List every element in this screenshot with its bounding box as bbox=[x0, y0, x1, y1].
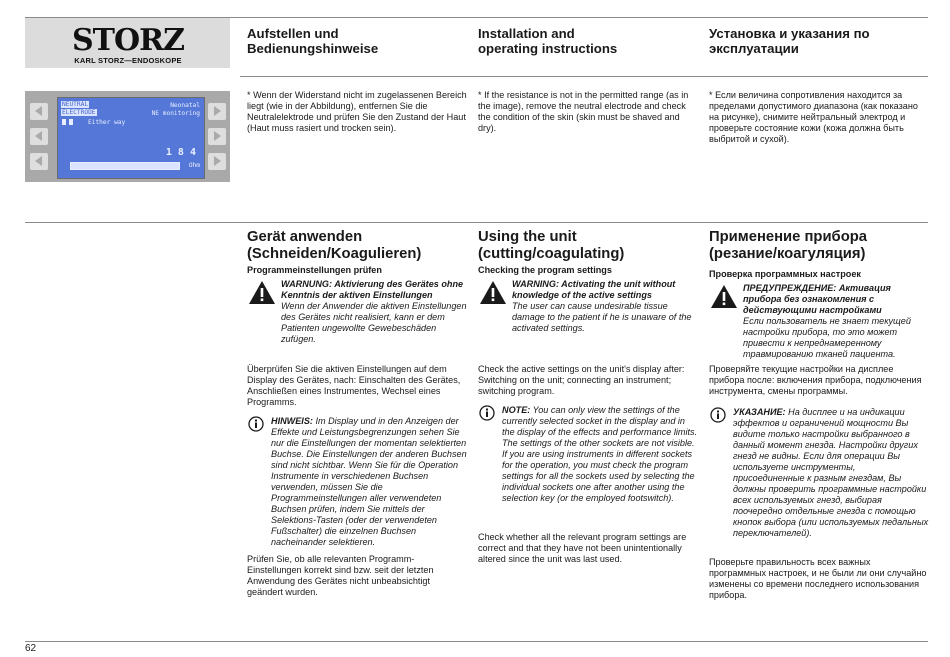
info-circle-icon bbox=[248, 416, 264, 432]
device-screen bbox=[57, 97, 205, 179]
subheading-de: Programmeinstellungen prüfen bbox=[247, 265, 382, 275]
top-text-en: * If the resistance is not in the permitted range (as in the image), remove the neutral electrode and check the condition of the skin (skin must be shaved and dry). bbox=[478, 90, 689, 133]
top-text-de: * Wenn der Widerstand nicht im zugelassenen Bereich liegt (wie in der Abbildung), entfernen Sie die Neutralelektrode und prüfen Sie den Zustand der Haut (Haut muss rasiert und trocken sein). bbox=[247, 90, 467, 133]
device-left-button-2 bbox=[30, 128, 48, 145]
subheading-en: Checking the program settings bbox=[478, 265, 612, 275]
warning-triangle-icon bbox=[711, 285, 737, 308]
warning-block-en bbox=[478, 279, 698, 334]
note-block-ru bbox=[709, 407, 929, 539]
logo-brand: STORZ bbox=[72, 23, 184, 58]
section-rule bbox=[25, 222, 928, 223]
top-col-en bbox=[478, 26, 698, 134]
resistance-unit: Ohm bbox=[188, 162, 200, 169]
page-number: 62 bbox=[25, 643, 37, 654]
top-text-ru: * Если величина сопротивления находится за пределами допустимого диапазона (как показано на рисунке), снимите нейтральный электрод и проверьте состояние кожи (кожа должна быть выбритой и сухой). bbox=[709, 90, 918, 144]
section-heading-en-use: Using the unit (cutting/coagulating) bbox=[478, 229, 625, 262]
warning-triangle-icon bbox=[249, 281, 275, 304]
device-left-button-1 bbox=[30, 103, 48, 120]
bottom-col-de bbox=[247, 229, 467, 598]
mode-line-1: Neonatal bbox=[170, 102, 200, 109]
note-text-en: You can only view the settings of the currently selected socket in the display and in the display of the effects and performance limits. The settings of the other sockets are not visible. If you are using instruments in different sockets for the operation, you must check the program settings for all the sockets used by selecting the individual sockets one after another using the selection key (or the employed footswitch). bbox=[502, 405, 698, 503]
note-text-ru: На дисплее и на индикации эффектов и ограничений мощности Вы видите только настройки выбранного в данный момент гнезда. Настройки других гнезд не видны. Если для операции Вы используете инструменты, присоединенные к разным гнездам, Вы должны проверить программные настройки всех используемых гнезд, выбирая поочередно отдельные гнезда с помощью кнопок выбора (или используемых педальных переключателей). bbox=[733, 407, 929, 538]
note-text-de: Im Display und in den Anzeigen der Effekte und Leistungsbegrenzungen sehen Sie nur die Einstellungen der momentan selektierten Buchse. Die Einstellungen der anderen Buchsen sind nicht sichtbar. Wenn Sie für die Operation Instrumente in verschiedenen Buchsen verwenden, müssen Sie die Programmeinstellungen aller verwendeten Buchsen prüfen, indem Sie mittels der Selektions-Tasten (oder der verwendeten Fußschalter) die einzelnen Buchsen nacheinander selektieren. bbox=[271, 416, 467, 547]
tag-electrode: ELECTRODE bbox=[62, 109, 96, 116]
electrode-pads-icon bbox=[62, 119, 76, 125]
para2-ru: Проверьте правильность всех важных программных настроек, и не были ли они случайно изменены со времени последнего использования прибора. bbox=[709, 557, 927, 600]
logo-bar bbox=[25, 18, 230, 68]
warning-text-ru: Если пользователь не знает текущей настройки прибора, то это может привести к непреднамеренному травмированию тканей пациента. bbox=[743, 316, 911, 359]
para1-en: Check the active settings on the unit's display after: Switching on the unit; connecting an instrument; switching program. bbox=[478, 364, 685, 396]
warning-text-en: The user can cause undesirable tissue damage to the patient if he is unaware of the activated settings. bbox=[512, 301, 692, 333]
note-block-en bbox=[478, 405, 698, 504]
resistance-reading: 1 8 4 bbox=[165, 147, 196, 158]
section-heading-de-use: Gerät anwenden (Schneiden/Koagulieren) bbox=[247, 229, 422, 262]
para1-ru: Проверяйте текущие настройки на дисплее прибора после: включения прибора, подключения инструмента, смены программы. bbox=[709, 364, 922, 396]
note-title-de: HINWEIS: bbox=[271, 416, 313, 426]
note-title-ru: УКАЗАНИЕ: bbox=[733, 407, 786, 417]
warning-triangle-icon bbox=[480, 281, 506, 304]
bottom-col-ru bbox=[709, 229, 929, 601]
device-right-button-1 bbox=[208, 103, 226, 120]
section-heading-de: Aufstellen und Bedienungshinweise bbox=[247, 26, 379, 56]
warning-text-de: Wenn der Anwender die aktiven Einstellungen des Gerätes nicht realisiert, kann er dem Patienten ungewollte Gewebeschäden zufügen. bbox=[281, 301, 467, 344]
para2-de: Prüfen Sie, ob alle relevanten Programm-Einstellungen korrekt sind bzw. seit der letzten Anwendung des Gerätes nicht unbeabsichtigt geändert wurden. bbox=[247, 554, 434, 597]
either-way-text: Either way bbox=[88, 119, 126, 126]
warning-block-de bbox=[247, 279, 467, 345]
bottom-col-en bbox=[478, 229, 698, 565]
subheading-ru: Проверка программных настроек bbox=[709, 269, 861, 279]
info-circle-icon bbox=[479, 405, 495, 421]
logo-subtitle: KARL STORZ—ENDOSKOPE bbox=[74, 56, 182, 65]
top-col-de bbox=[247, 26, 467, 134]
section-heading-ru-use: Применение прибора (резание/коагуляция) bbox=[709, 229, 868, 262]
tag-neutral: NEUTRAL bbox=[62, 101, 89, 108]
device-right-button-3 bbox=[208, 153, 226, 170]
para1-de: Überprüfen Sie die aktiven Einstellungen auf dem Display des Gerätes, nach: Einschalten des Gerätes, Anschließen eines Instrumentes, Wechsel eines Programms. bbox=[247, 364, 461, 407]
resistance-bar bbox=[70, 162, 180, 170]
footer-rule bbox=[25, 641, 928, 642]
section-heading-ru: Установка и указания по эксплуатации bbox=[709, 26, 870, 56]
note-block-de bbox=[247, 416, 467, 548]
warning-block-ru bbox=[709, 283, 929, 360]
para2-en: Check whether all the relevant program settings are correct and that they have not been unintentionally altered since the unit was last used. bbox=[478, 532, 687, 564]
info-circle-icon bbox=[710, 407, 726, 423]
section-heading-en: Installation and operating instructions bbox=[478, 26, 618, 56]
warning-title-ru: ПРЕДУПРЕЖДЕНИЕ: Активация прибора без ознакомления с действующими настройками bbox=[743, 283, 891, 315]
warning-title-en: WARNING: Activating the unit without knowledge of the active settings bbox=[512, 279, 676, 300]
top-col-ru bbox=[709, 26, 929, 145]
note-title-en: NOTE: bbox=[502, 405, 531, 415]
device-right-button-2 bbox=[208, 128, 226, 145]
warning-title-de: WARNUNG: Aktivierung des Gerätes ohne Kenntnis der aktiven Einstellungen bbox=[281, 279, 464, 300]
device-display-image bbox=[25, 91, 230, 182]
mode-line-2: NE monitoring bbox=[151, 110, 200, 117]
device-left-button-3 bbox=[30, 153, 48, 170]
